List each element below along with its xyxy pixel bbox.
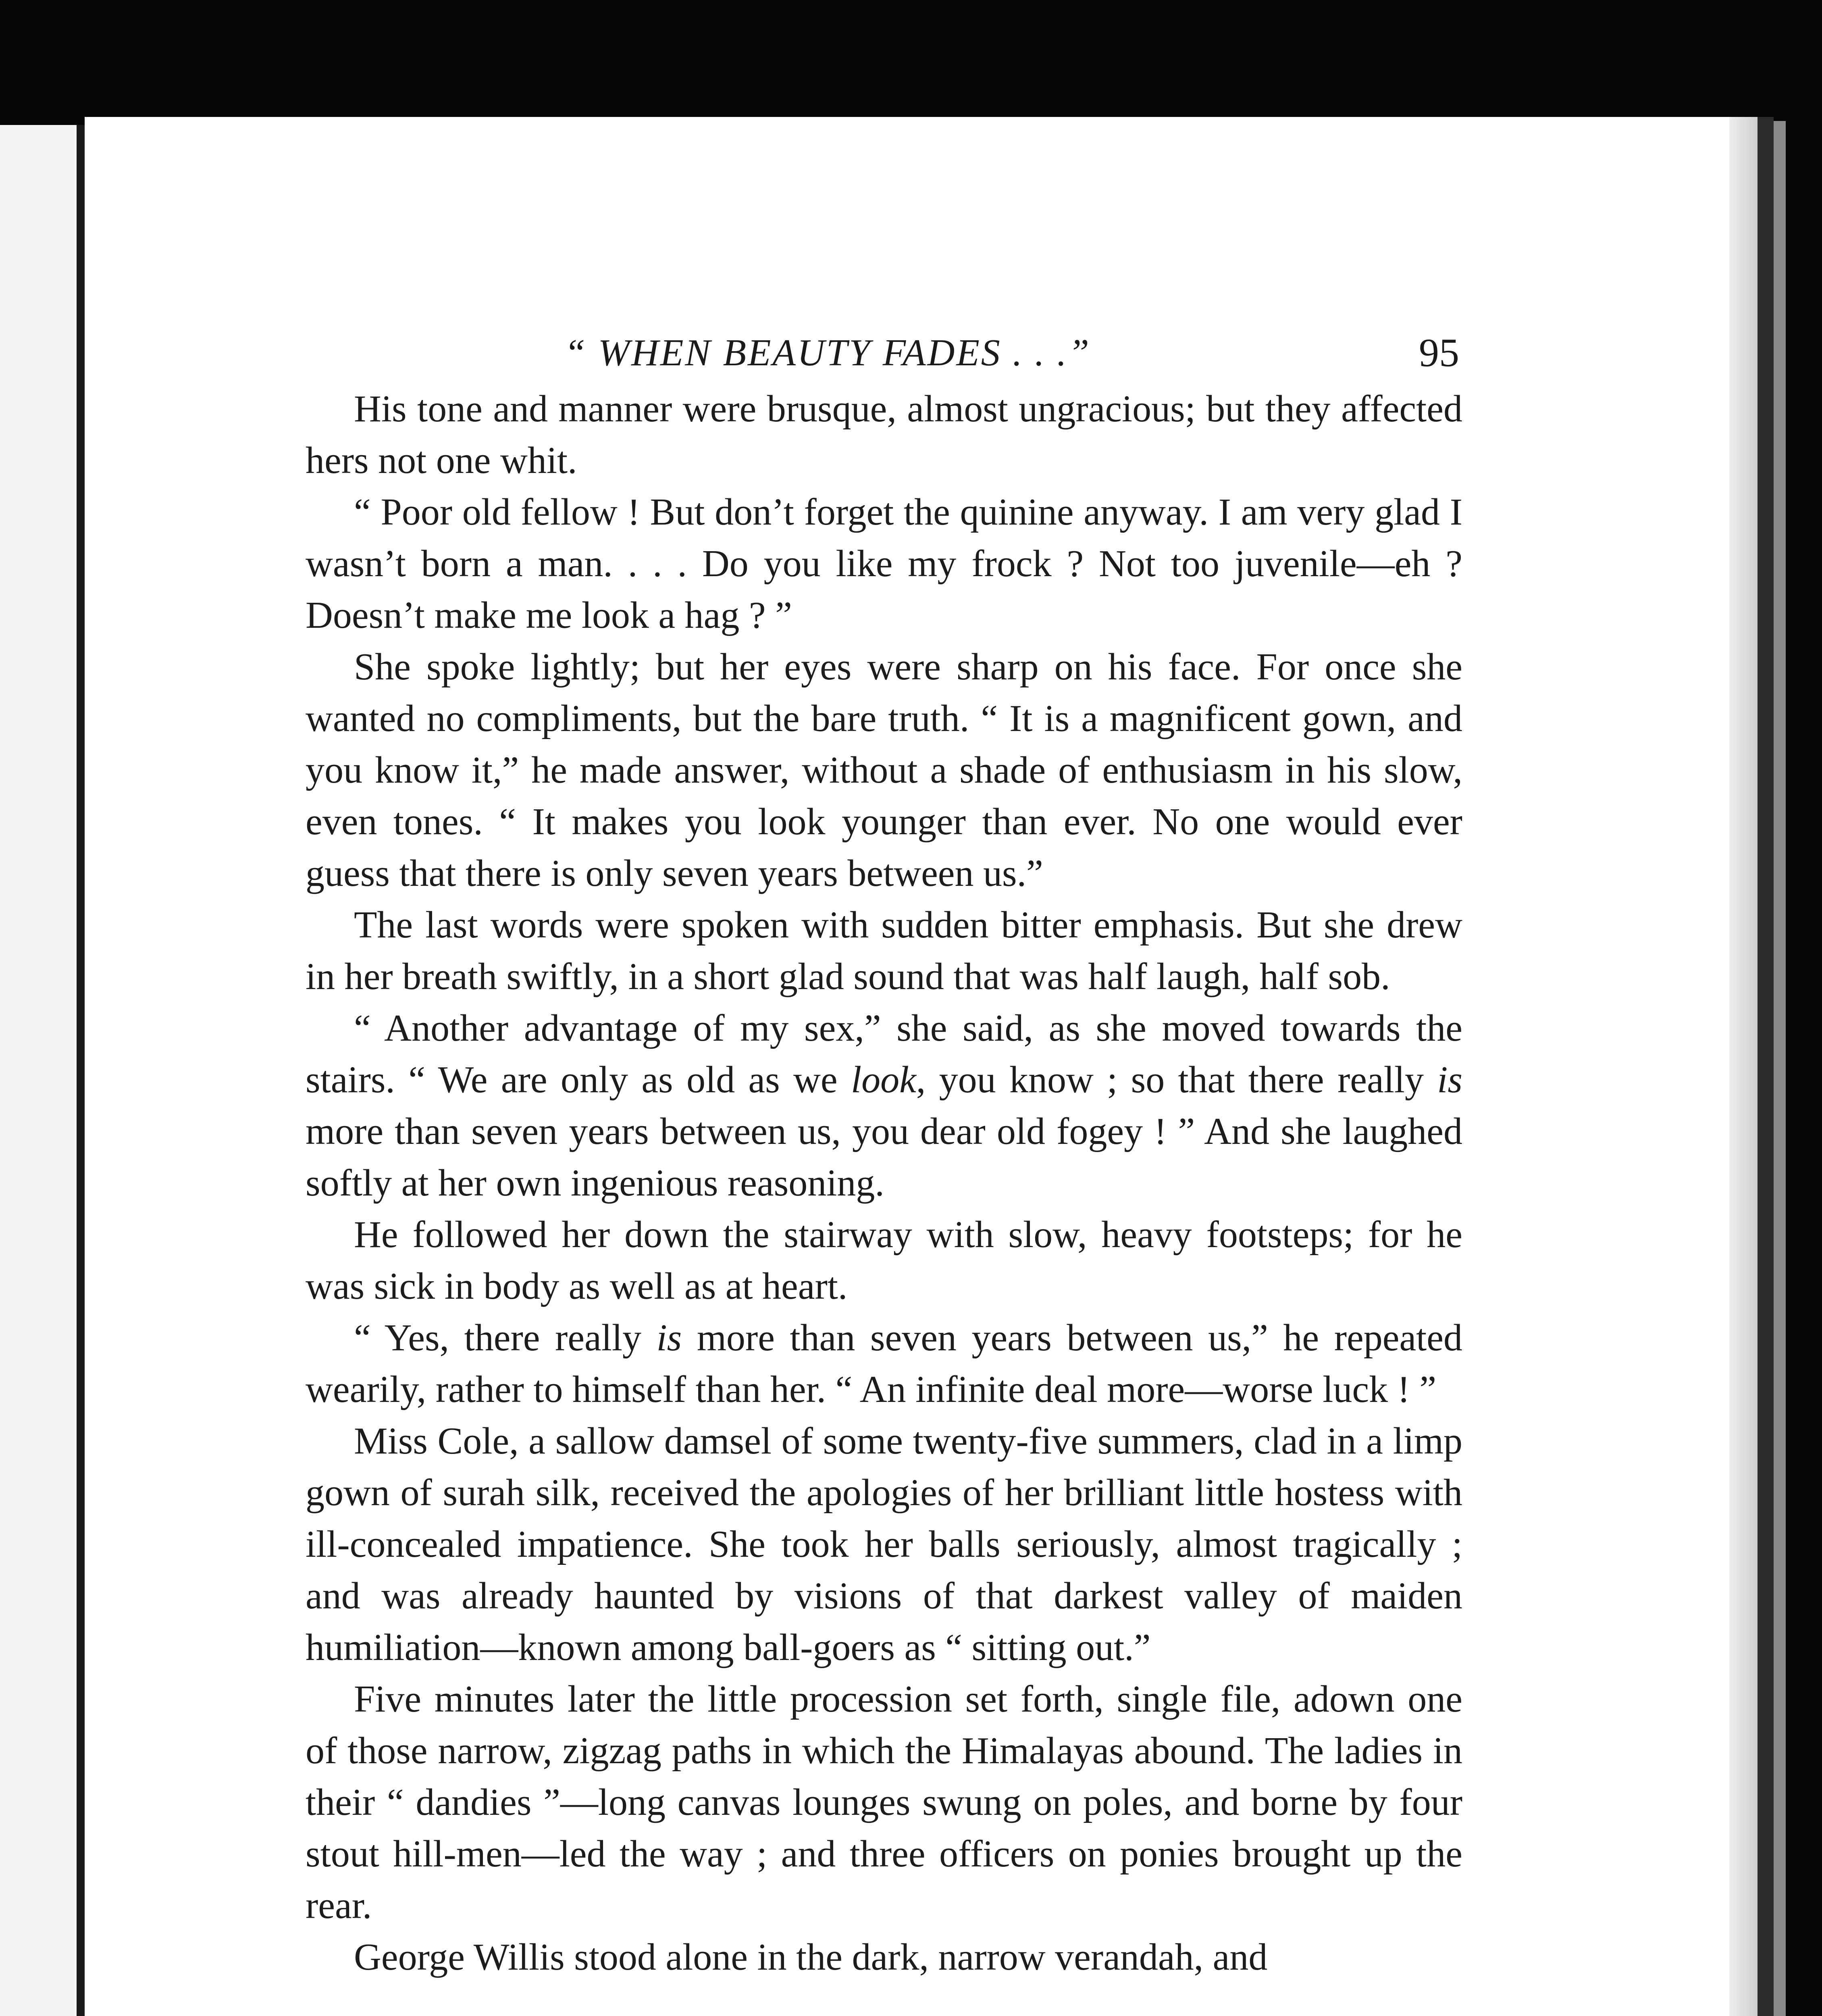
paragraph	[306, 486, 1462, 641]
italic-word: look	[851, 1059, 916, 1101]
page-edge-grey	[1774, 121, 1786, 2016]
text-run: more than seven years between us, you dear old fogey ! ” And she laughed softly at her own ingenious reasoning.	[306, 1110, 1462, 1204]
text-run: Five minutes later the little procession set forth, single file, adown one of those narrow, zigzag paths in which the Himalayas abound. The ladies in their “ dandies ”—long canvas lounges swung on poles, and borne by four stout hill-men—led the way ; and three officers on ponies brought up the rear.	[306, 1678, 1462, 1926]
paragraph	[306, 899, 1462, 1002]
body-text	[306, 383, 1462, 1983]
paragraph	[306, 1415, 1462, 1673]
paragraph	[306, 1673, 1462, 1931]
text-run: She spoke lightly; but her eyes were sharp on his face. For once she wanted no compliments, but the bare truth. “ It is a magnificent gown, and you know it,” he made answer, without a shade of enthusiasm in his slow, even tones. “ It makes you look younger than ever. No one would ever guess that there is only seven years between us.”	[306, 646, 1462, 894]
page-number: 95	[1419, 330, 1459, 375]
page-edge-dark	[1758, 117, 1774, 2016]
italic-word: is	[656, 1317, 682, 1359]
text-run: “ Poor old fellow ! But don’t forget the quinine anyway. I am very glad I wasn’t born a man. . . . Do you like my frock ? Not too juvenile—eh ? Doesn’t make me look a hag ? ”	[306, 491, 1462, 636]
text-run: , you know ; so that there really	[916, 1059, 1437, 1101]
text-run: “ Another advantage of my sex,” she said, as she moved towards the stairs. “ We are only as old as we	[306, 1007, 1462, 1101]
italic-word: is	[1437, 1059, 1462, 1101]
page-edge-shadow	[1729, 117, 1758, 2016]
text-run: Miss Cole, a sallow damsel of some twenty-five summers, clad in a limp gown of surah silk, received the apologies of her brilliant little hostess with ill-concealed impatience. She took her balls seriously, almost tragically ; and was already haunted by visions of that darkest valley of maiden humiliation—known among ball-goers as “ sitting out.”	[306, 1420, 1462, 1668]
text-run: His tone and manner were brusque, almost ungracious; but they affected hers not one whit.	[306, 388, 1462, 481]
paragraph	[306, 383, 1462, 486]
facing-page-edge	[0, 125, 89, 2016]
text-run: He followed her down the stairway with slow, heavy footsteps; for he was sick in body as well as at heart.	[306, 1214, 1462, 1307]
running-head: “ WHEN BEAUTY FADES . . .”	[564, 332, 1091, 374]
paragraph	[306, 1209, 1462, 1312]
page-header	[310, 325, 1459, 381]
paragraph	[306, 1002, 1462, 1209]
paragraph	[306, 641, 1462, 899]
paragraph	[306, 1931, 1462, 1983]
text-run: “ Yes, there really	[354, 1317, 657, 1359]
paragraph	[306, 1312, 1462, 1415]
text-run: The last words were spoken with sudden bitter emphasis. But she drew in her breath swiftly, in a short glad sound that was half laugh, half sob.	[306, 904, 1462, 998]
text-run: more than seven years between us,” he repeated wearily, rather to himself than her. “ An infinite deal more—worse luck ! ”	[306, 1317, 1462, 1410]
text-run: George Willis stood alone in the dark, narrow verandah, and	[354, 1936, 1268, 1978]
